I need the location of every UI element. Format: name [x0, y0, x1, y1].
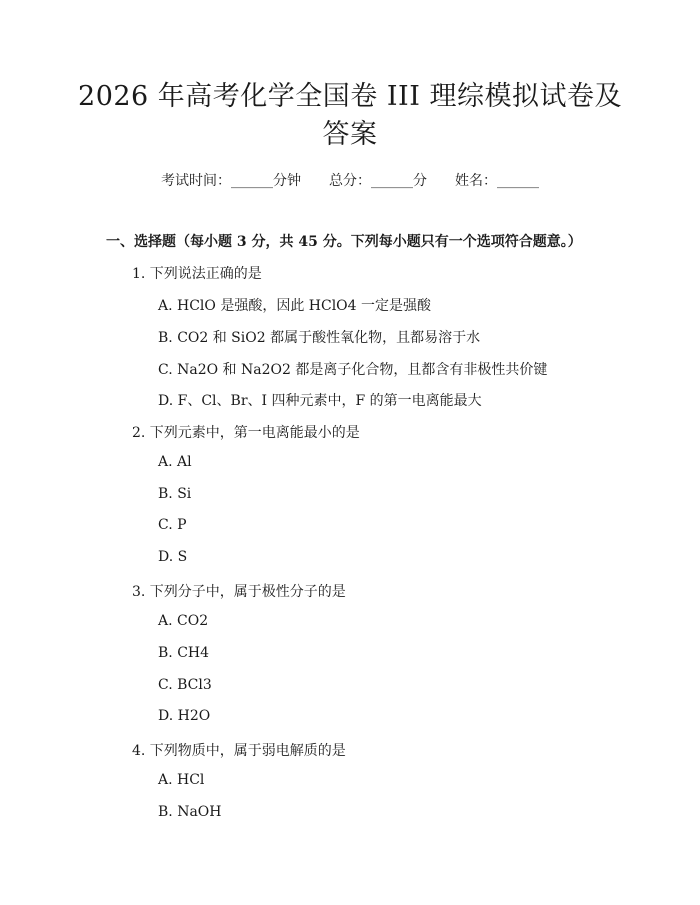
- page-title: [60, 78, 640, 154]
- exam-meta: [0, 170, 700, 190]
- question-stem: 2. 下列元素中，第一电离能最小的是: [132, 425, 360, 441]
- question-stem: 4. 下列物质中，属于弱电解质的是: [132, 743, 346, 759]
- option-a: A. HClO 是强酸，因此 HClO4 一定是强酸: [158, 298, 432, 314]
- section-heading: 一、选择题（每小题 3 分，共 45 分。下列每小题只有一个选项符合题意。）: [106, 234, 582, 250]
- option-c: C. Na2O 和 Na2O2 都是离子化合物，且都含有非极性共价键: [158, 362, 548, 378]
- question-stem: 1. 下列说法正确的是: [132, 266, 262, 282]
- option-d: D. S: [158, 549, 188, 565]
- option-c: C. P: [158, 517, 187, 533]
- title-line-1: 2026 年高考化学全国卷 III 理综模拟试卷及: [78, 81, 622, 112]
- option-b: B. NaOH: [158, 804, 222, 820]
- option-a: A. Al: [158, 454, 192, 470]
- option-d: D. H2O: [158, 708, 211, 724]
- title-line-2: 答案: [322, 119, 378, 150]
- option-d: D. F、Cl、Br、I 四种元素中，F 的第一电离能最大: [158, 393, 482, 409]
- option-a: A. CO2: [158, 613, 209, 629]
- option-b: B. CH4: [158, 645, 210, 661]
- total-score-field: 总分：______分: [329, 173, 427, 189]
- option-a: A. HCl: [158, 772, 205, 788]
- option-c: C. BCl3: [158, 677, 212, 693]
- exam-time-field: 考试时间：______分钟: [161, 173, 301, 189]
- question-stem: 3. 下列分子中，属于极性分子的是: [132, 584, 346, 600]
- option-b: B. Si: [158, 486, 192, 502]
- name-field: 姓名：______: [455, 173, 539, 189]
- option-b: B. CO2 和 SiO2 都属于酸性氧化物，且都易溶于水: [158, 330, 481, 346]
